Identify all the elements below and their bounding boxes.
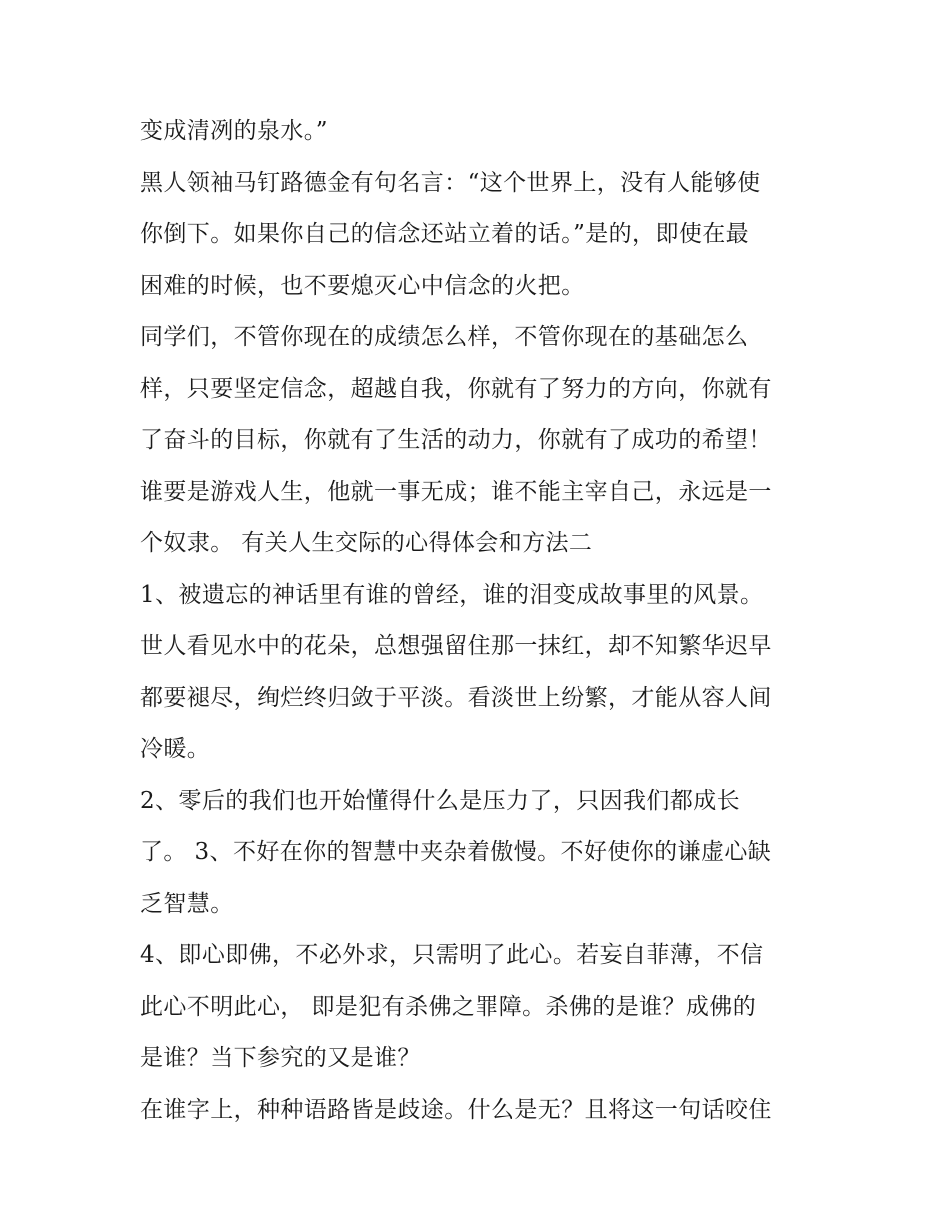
- text-line: 你倒下。如果你自己的信念还站立着的话。”是的，即使在最: [140, 221, 750, 247]
- text-line: 同学们，不管你现在的成绩怎么样，不管你现在的基础怎么: [140, 324, 749, 350]
- text-line: 是谁？当下参究的又是谁？: [140, 1045, 421, 1071]
- text-line: 变成清冽的泉水。”: [140, 118, 328, 144]
- document-body: [140, 106, 820, 1136]
- text-line: 了奋斗的目标，你就有了生活的动力，你就有了成功的希望！: [140, 427, 772, 453]
- text-line: 个奴隶。 有关人生交际的心得体会和方法二: [140, 530, 593, 556]
- text-line: 4、即心即佛，不必外求，只需明了此心。若妄自菲薄，不信: [140, 942, 764, 968]
- text-line: 1、被遗忘的神话里有谁的曾经，谁的泪变成故事里的风景。: [140, 581, 764, 608]
- text-line: 黑人领袖马钉路德金有句名言：“这个世界上，没有人能够使: [140, 169, 761, 196]
- text-line: 样，只要坚定信念，超越自我，你就有了努力的方向，你就有: [140, 375, 772, 402]
- text-line: 谁要是游戏人生，他就一事无成；谁不能主宰自己，永远是一: [140, 478, 772, 505]
- text-line: 2、零后的我们也开始懂得什么是压力了，只因我们都成长: [140, 787, 741, 814]
- text-line: 冷暖。: [140, 736, 211, 762]
- text-line: 此心不明此心， 即是犯有杀佛之罪障。杀佛的是谁？成佛的: [140, 993, 757, 1020]
- text-line: 在谁字上，种种语路皆是歧途。什么是无？且将这一句话咬住: [140, 1096, 772, 1123]
- text-line: 世人看见水中的花朵，总想强留住那一抹红，却不知繁华迟早: [140, 633, 772, 659]
- text-line: 困难的时候，也不要熄灭心中信念的火把。: [140, 272, 585, 299]
- text-line: 乏智慧。: [140, 890, 234, 917]
- text-line: 都要褪尽，绚烂终归敛于平淡。看淡世上纷繁，才能从容人间: [140, 684, 772, 711]
- text-line: 了。 3、不好在你的智慧中夹杂着傲慢。不好使你的谦虚心缺: [140, 839, 772, 865]
